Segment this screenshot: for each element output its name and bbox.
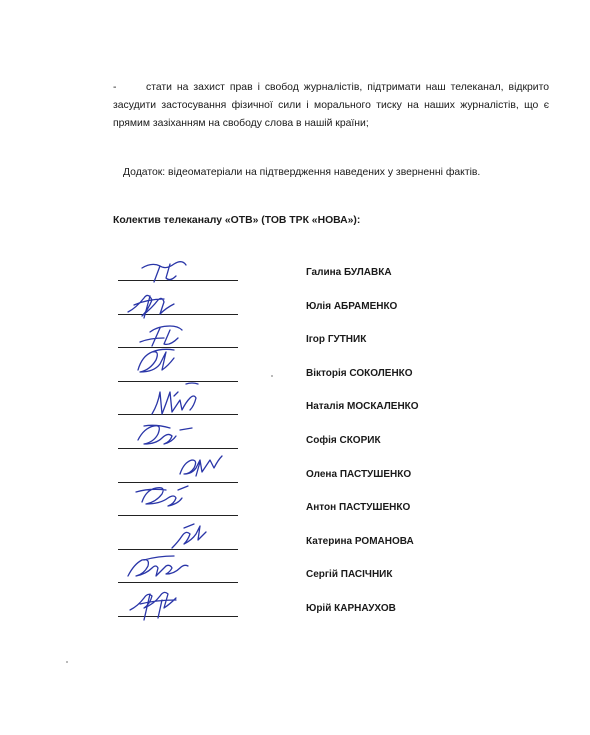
demand-text: стати на захист прав і свобод журналістів, підтримати наш телеканал, відкрито засудити застосування фізичної сили і морального тиску на наших журналістів, що є прямим зазіханням на свободу слова в нашій країни; bbox=[113, 82, 549, 129]
signatory-first-name: Софія bbox=[306, 435, 337, 446]
signatory-last-name: КАРНАУХОВ bbox=[334, 603, 396, 614]
list-dash: - bbox=[113, 82, 117, 93]
signatory-first-name: Олена bbox=[306, 468, 338, 480]
signatory-last-name: АБРАМЕНКО bbox=[333, 300, 398, 312]
signatory-first-name: Катерина bbox=[306, 535, 353, 547]
signatory-first-name: Наталія bbox=[306, 401, 345, 413]
signatory-last-name: ПАСІЧНИК bbox=[340, 569, 393, 581]
signatory-first-name: Ігор bbox=[306, 334, 326, 346]
signatory-last-name: ГУТНИК bbox=[327, 334, 367, 346]
signatory-first-name: Юрій bbox=[306, 603, 332, 614]
signatory-last-name: ПАСТУШЕНКО bbox=[339, 468, 412, 480]
collective-heading: Колектив телеканалу «ОТВ» (ТОВ ТРК «НОВА»): bbox=[113, 215, 361, 226]
signatory-first-name: Антон bbox=[306, 502, 337, 514]
signatory-last-name: РОМАНОВА bbox=[354, 535, 414, 547]
signatory-first-name: Юлія bbox=[306, 300, 332, 312]
signatory-first-name: Вікторія bbox=[306, 367, 347, 379]
attachment-note: Додаток: відеоматеріали на підтвердження наведених у зверненні фактів. bbox=[123, 167, 481, 178]
signatory-last-name: МОСКАЛЕНКО bbox=[347, 401, 419, 413]
signatory-last-name: БУЛАВКА bbox=[343, 267, 392, 278]
signatory-first-name: Галина bbox=[306, 267, 342, 278]
signatory-last-name: ПАСТУШЕНКО bbox=[338, 502, 411, 514]
signatory-last-name: СОКОЛЕНКО bbox=[349, 367, 413, 379]
signatory-last-name: СКОРИК bbox=[339, 435, 381, 446]
signatory-first-name: Сергій bbox=[306, 569, 338, 581]
